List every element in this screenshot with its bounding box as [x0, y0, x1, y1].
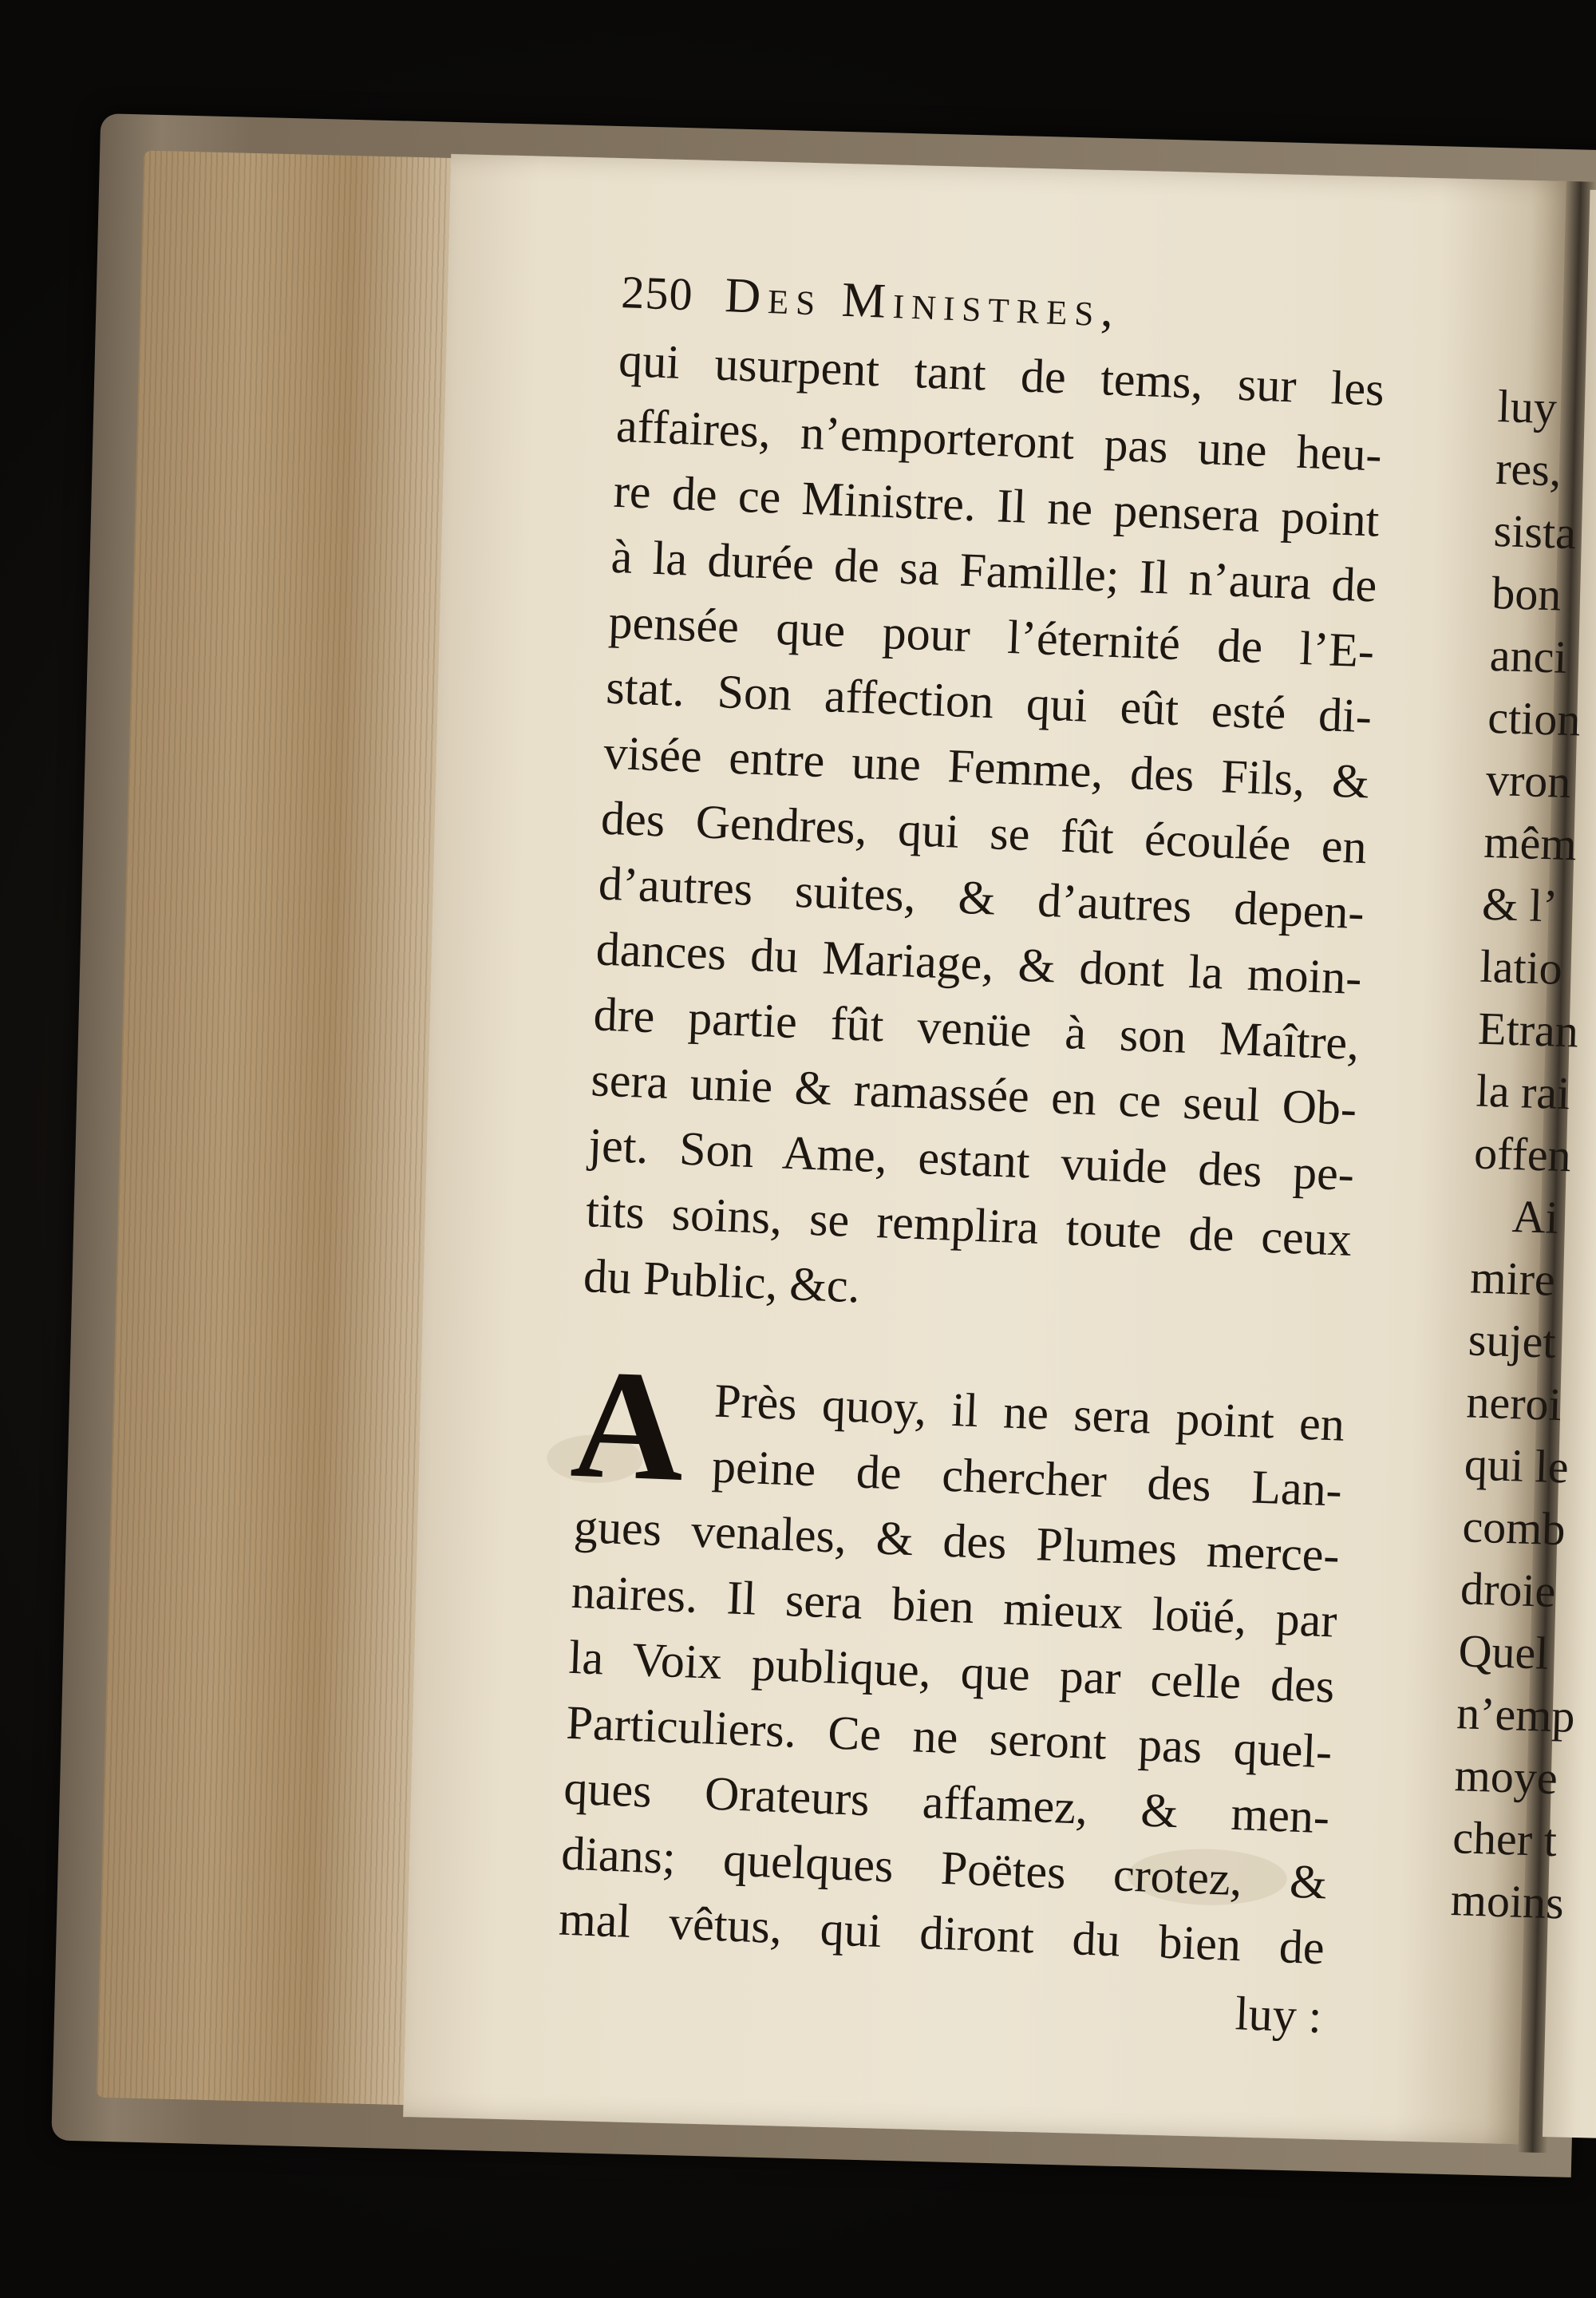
paragraph-2	[558, 1336, 1378, 1982]
text-line: Etran	[1477, 1002, 1579, 1058]
text-line: mêm	[1483, 815, 1578, 871]
text-line: neroi	[1465, 1375, 1562, 1431]
paragraph-1	[583, 327, 1417, 1339]
text-line: d’autres suites, & d’autres depen-	[597, 856, 1365, 939]
text-line: mal vêtus, qui diront du bien de	[558, 1892, 1325, 1975]
text-line: cher t	[1452, 1811, 1558, 1867]
text-line: dances du Mariage, & dont la moin-	[595, 922, 1363, 1005]
text-line: la rai	[1475, 1064, 1571, 1120]
text-line: sera unie & ramassée en ce seul Ob-	[590, 1053, 1358, 1136]
text-line: à la durée de sa Famille; Il n’aura de	[610, 529, 1378, 612]
drop-cap: A	[568, 1336, 688, 1514]
text-line: vron	[1485, 753, 1572, 809]
text-line: droie	[1460, 1562, 1557, 1617]
text-line: peine de chercher des Lan-	[710, 1439, 1343, 1517]
text-line: Près quoy, il ne sera point en	[713, 1374, 1346, 1451]
text-line: Particuliers. Ce ne seront pas quel-	[565, 1695, 1333, 1778]
text-line: mire	[1469, 1251, 1556, 1306]
text-line: qui usurpent tant de tems, sur les	[618, 333, 1385, 416]
text-line: naires. Il sera bien mieux loüé, par	[570, 1564, 1338, 1647]
text-line: bon	[1491, 566, 1562, 621]
text-line: stat. Son affection qui eût esté di-	[605, 660, 1373, 743]
text-line: du Public, &c.	[583, 1249, 861, 1313]
text-line: Ai	[1511, 1190, 1559, 1244]
text-line: ques Orateurs affamez, & men-	[563, 1761, 1331, 1844]
text-line: offen	[1473, 1126, 1572, 1182]
text-line: moye	[1453, 1749, 1558, 1805]
running-head: Des Ministres,	[724, 267, 1122, 338]
text-line: visée entre une Femme, des Fils, &	[602, 726, 1371, 809]
text-line: anci	[1488, 628, 1568, 683]
text-line: & l’	[1481, 877, 1559, 932]
text-line: dians; quelques Poëtes crotez, &	[560, 1826, 1329, 1909]
text-line: dre partie fût venüe à son Maître,	[592, 987, 1361, 1070]
text-line: la Voix publique, que par celle des	[567, 1630, 1336, 1713]
text-line: res,	[1495, 441, 1562, 496]
text-line: ction	[1487, 690, 1582, 746]
text-line: sujet	[1468, 1313, 1557, 1368]
text-line: affaires, n’emporteront pas une heu-	[614, 398, 1383, 481]
text-line: des Gendres, qui se fût écoulée en	[600, 791, 1368, 874]
text-line: jet. Son Ame, estant vuide des pe-	[587, 1118, 1356, 1201]
text-line: tits soins, se remplira toute de ceux	[585, 1184, 1353, 1266]
text-line: gues venales, & des Plumes merce-	[572, 1499, 1341, 1582]
page-number: 250	[620, 265, 694, 321]
text-line: Quel	[1457, 1624, 1550, 1679]
text-line: pensée que pour l’éternité de l’E-	[607, 595, 1376, 678]
left-page-text	[555, 263, 1420, 2051]
text-line: re de ce Ministre. Il ne pensera point	[612, 464, 1381, 547]
text-line: luy	[1496, 379, 1558, 434]
text-line: latio	[1479, 939, 1563, 995]
catchword: luy :	[1234, 1987, 1323, 2043]
text-line: n’emp	[1456, 1687, 1576, 1742]
text-line: comb	[1461, 1500, 1566, 1556]
text-line: moins	[1449, 1873, 1565, 1929]
text-line: sista	[1492, 504, 1577, 560]
text-line: qui le	[1464, 1438, 1570, 1493]
